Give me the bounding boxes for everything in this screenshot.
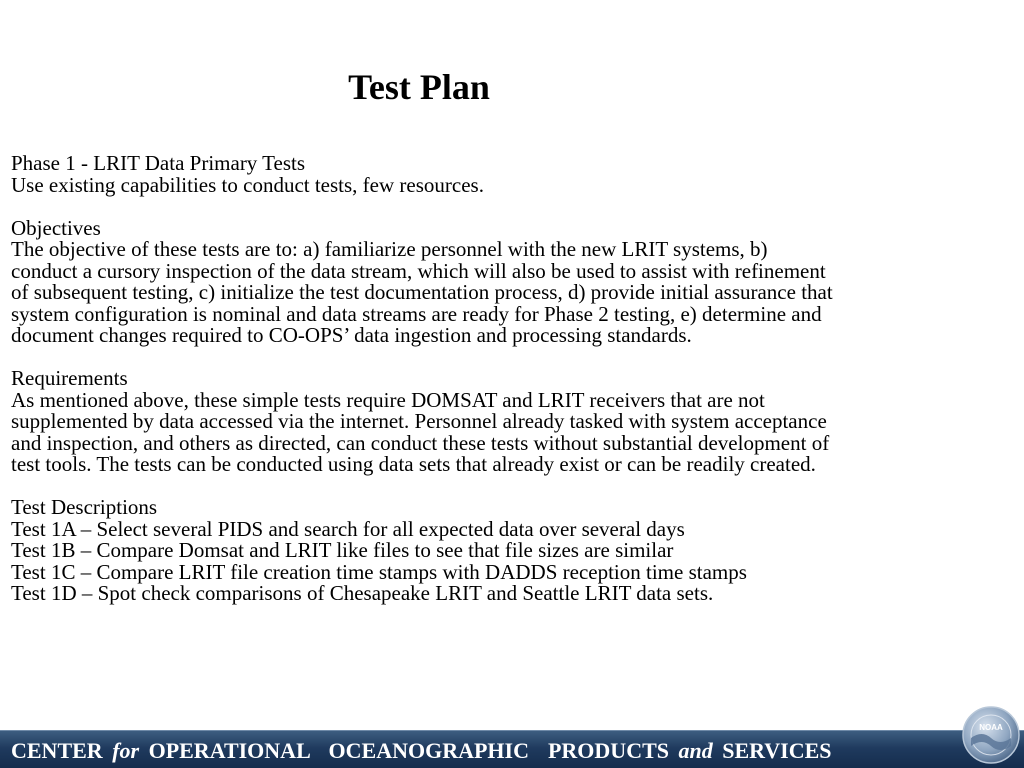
test-descriptions-section bbox=[11, 497, 1019, 605]
test-description-item: Test 1C – Compare LRIT file creation time stamps with DADDS reception time stamps bbox=[11, 559, 747, 584]
requirements-heading: Requirements bbox=[11, 366, 128, 390]
objectives-line: system configuration is nominal and data streams are ready for Phase 2 testing, e) determine and bbox=[11, 301, 822, 326]
phase-text: Use existing capabilities to conduct tests, few resources. bbox=[11, 172, 484, 197]
objectives-line: document changes required to CO-OPS’ data ingestion and processing standards. bbox=[11, 323, 692, 347]
test-description-item: Test 1B – Compare Domsat and LRIT like files to see that file sizes are similar bbox=[11, 538, 674, 562]
page-title: Test Plan bbox=[348, 67, 490, 107]
objectives-section bbox=[11, 215, 1019, 347]
requirements-line: As mentioned above, these simple tests require DOMSAT and LRIT receivers that are not bbox=[11, 387, 765, 412]
objectives-heading: Objectives bbox=[11, 215, 101, 240]
logo-label: NOAA bbox=[979, 723, 1003, 732]
noaa-logo-icon bbox=[962, 706, 1020, 764]
test-descriptions-heading: Test Descriptions bbox=[11, 495, 158, 519]
requirements-line: supplemented by data accessed via the internet. Personnel already tasked with system acceptance bbox=[11, 409, 827, 433]
test-description-item: Test 1A – Select several PIDS and search for all expected data over several days bbox=[11, 516, 685, 541]
footer-word: and bbox=[678, 738, 713, 763]
slide-body bbox=[11, 153, 1019, 626]
footer-title bbox=[11, 738, 832, 764]
phase-heading: Phase 1 - LRIT Data Primary Tests bbox=[11, 151, 306, 175]
footer-word: SERVICES bbox=[722, 738, 832, 763]
objectives-line: The objective of these tests are to: a) familiarize personnel with the new LRIT systems, b) bbox=[11, 237, 768, 261]
phase-section bbox=[11, 153, 1019, 196]
objectives-line: conduct a cursory inspection of the data stream, which will also be used to assist with refinement bbox=[11, 258, 826, 283]
objectives-line: of subsequent testing, c) initialize the test documentation process, d) provide initial assurance that bbox=[11, 280, 833, 304]
requirements-section bbox=[11, 368, 1019, 476]
test-description-item: Test 1D – Spot check comparisons of Chesapeake LRIT and Seattle LRIT data sets. bbox=[11, 581, 714, 605]
requirements-line: and inspection, and others as directed, can conduct these tests without substantial development of bbox=[11, 430, 830, 455]
requirements-line: test tools. The tests can be conducted using data sets that already exist or can be readily created. bbox=[11, 452, 816, 476]
footer-word: for bbox=[112, 738, 140, 763]
footer-word: CENTER bbox=[11, 738, 103, 763]
footer-word: OPERATIONAL OCEANOGRAPHIC PRODUCTS bbox=[148, 738, 669, 763]
footer-banner bbox=[0, 730, 1024, 768]
